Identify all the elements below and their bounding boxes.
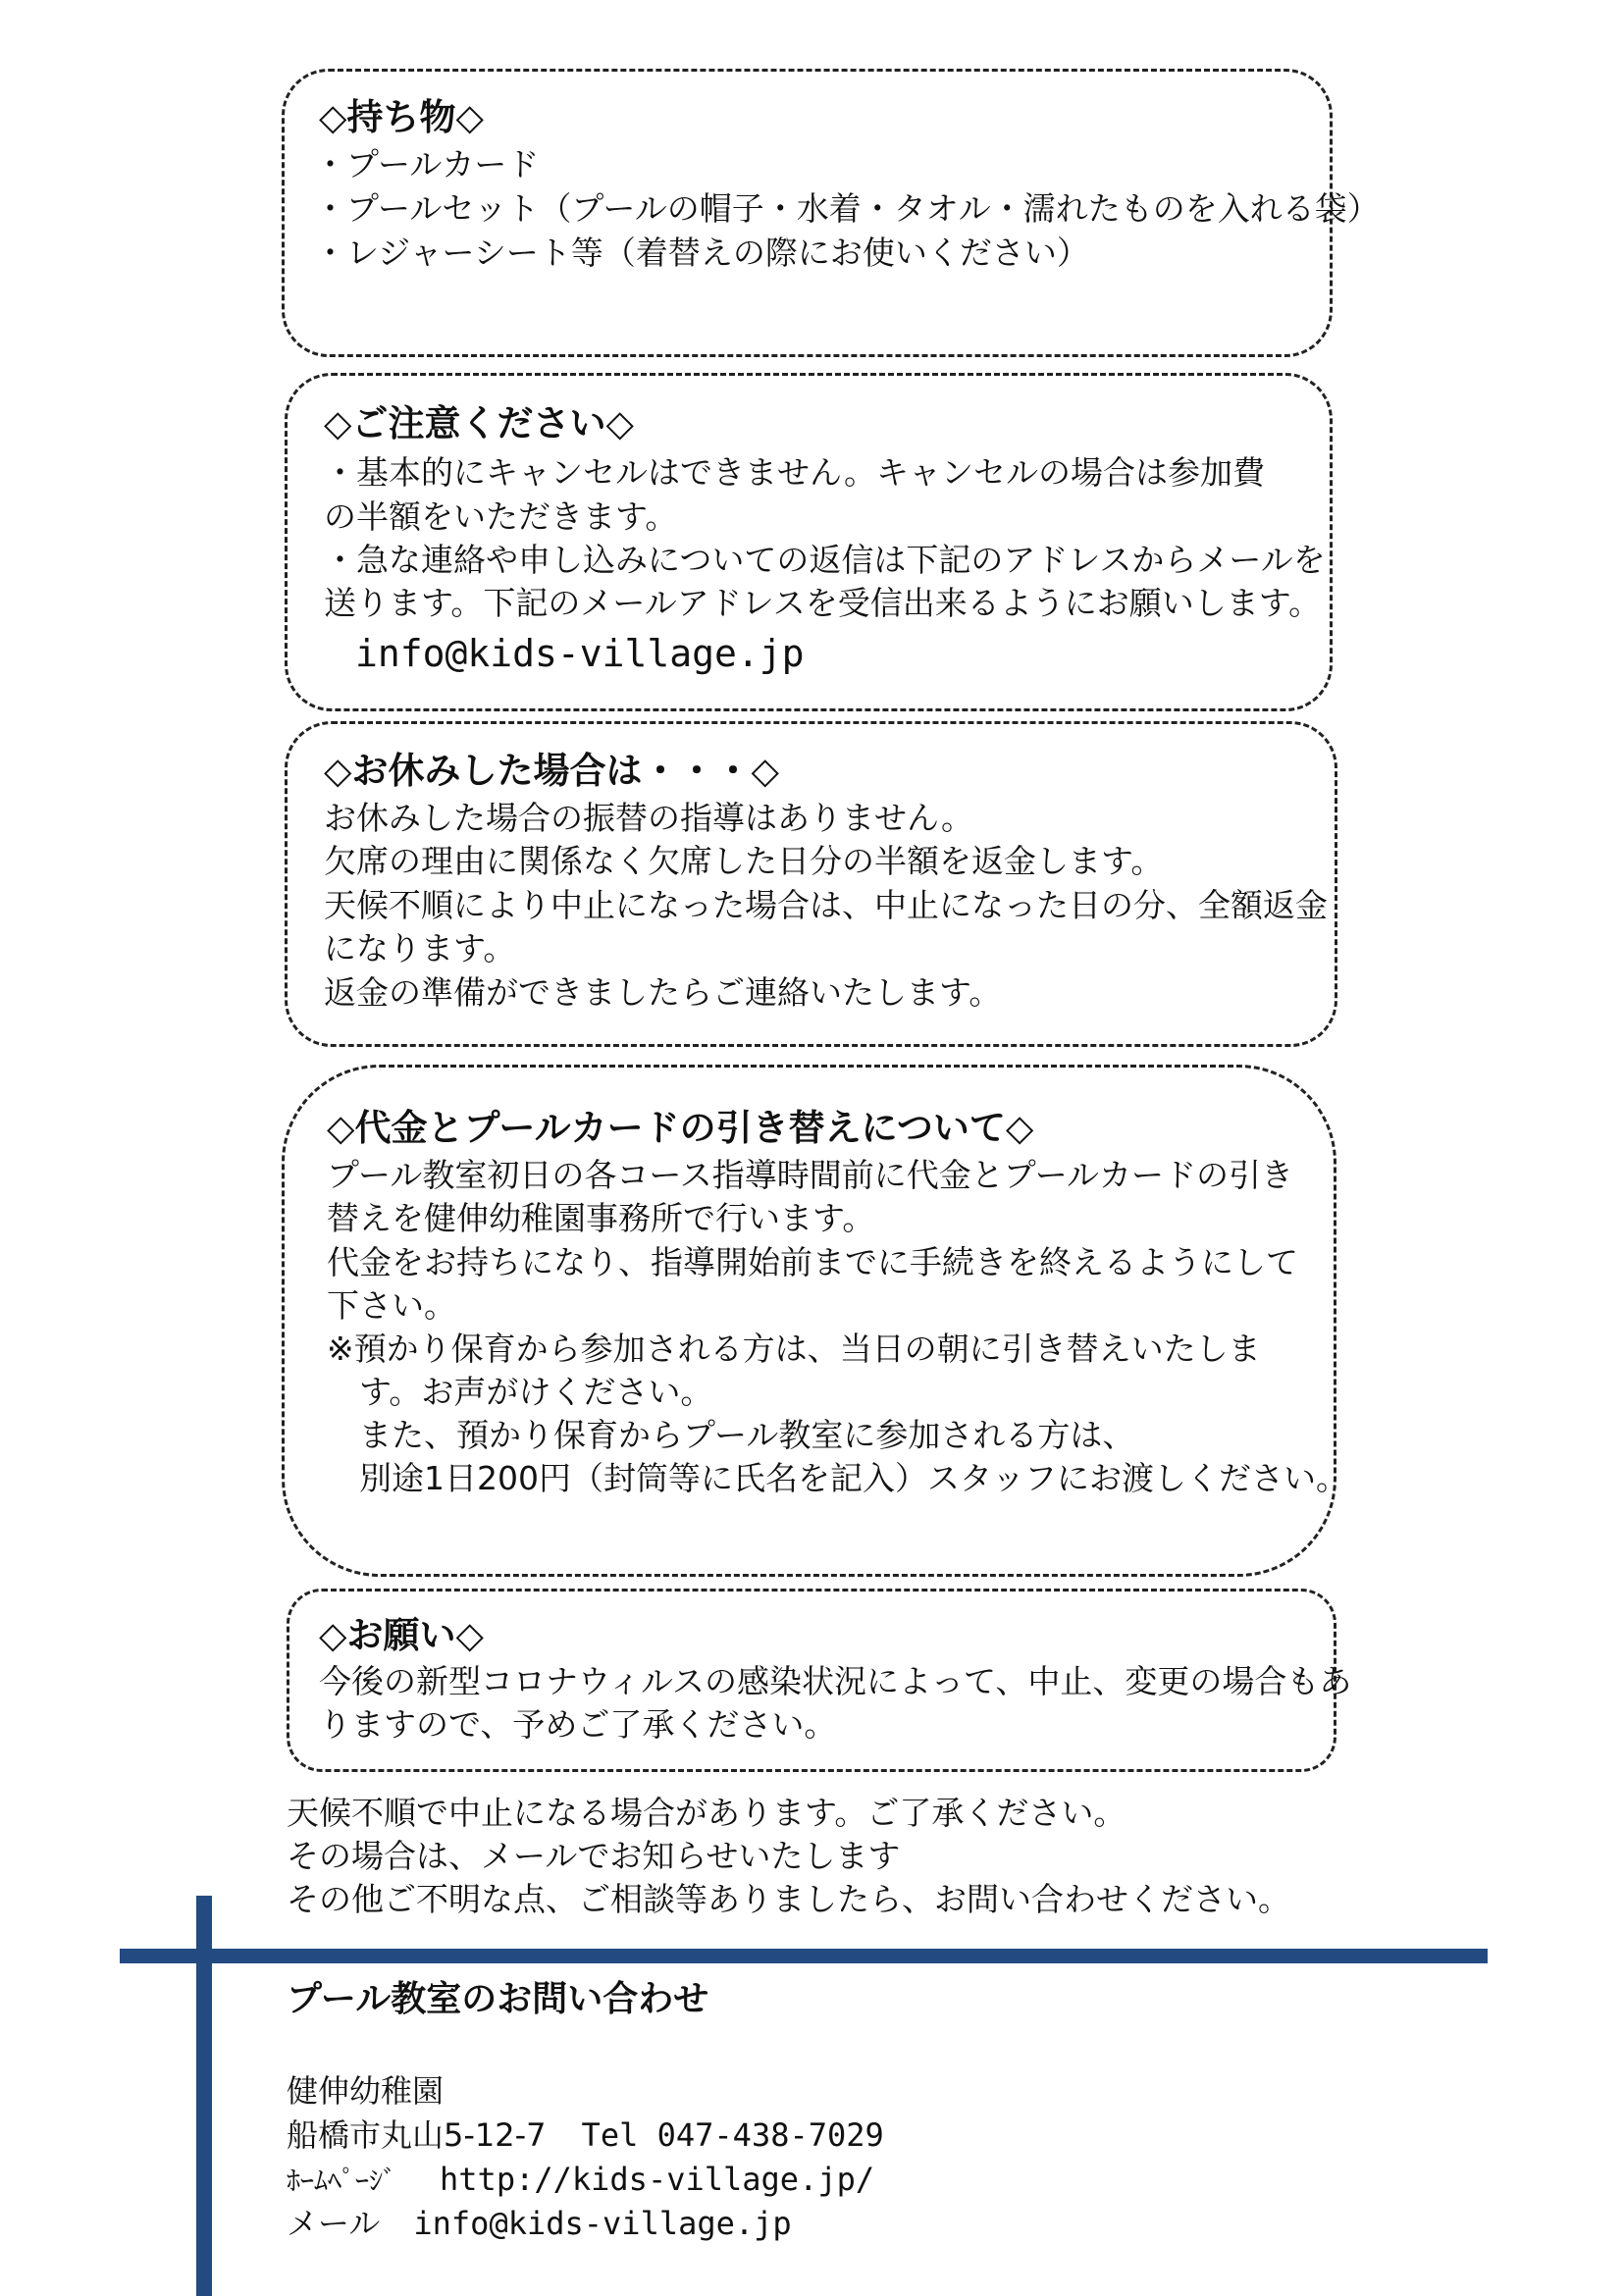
belongings-line-1: ・プールカード — [314, 145, 540, 183]
note-line-2: その場合は、メールでお知らせいたします — [287, 1837, 901, 1875]
exchange-line-7: また、預かり保育からプール教室に参加される方は、 — [327, 1416, 1135, 1454]
absence-line-5: 返金の準備ができましたらご連絡いたします。 — [324, 973, 1002, 1012]
absence-line-3: 天候不順により中止になった場合は、中止になった日の分、全額返金 — [324, 886, 1328, 924]
caution-line-3: ・急な連絡や申し込みについての返信は下記のアドレスからメールを — [324, 541, 1326, 579]
request-line-1: 今後の新型コロナウィルスの感染状況によって、中止、変更の場合もあ — [319, 1662, 1352, 1700]
contact-tel: Tel 047-438-7029 — [581, 2116, 884, 2154]
exchange-title: ◇代金とプールカードの引き替えについて◇ — [327, 1107, 1034, 1149]
contact-mail-link[interactable]: info@kids-village.jp — [413, 2205, 792, 2242]
exchange-line-6: す。お声がけください。 — [327, 1373, 713, 1411]
contact-mail-label: メール — [287, 2205, 381, 2242]
request-line-2: りますので、予めご了承ください。 — [319, 1705, 837, 1744]
caution-line-1: ・基本的にキャンセルはできません。キャンセルの場合は参加費 — [324, 453, 1265, 492]
contact-mail-row — [287, 2203, 792, 2244]
exchange-line-3: 代金をお持ちになり、指導開始前までに手続きを終えるようにして — [327, 1243, 1298, 1281]
request-title: ◇お願い◇ — [319, 1614, 484, 1656]
belongings-title: ◇持ち物◇ — [319, 96, 484, 138]
note-line-1: 天候不順で中止になる場合があります。ご了承ください。 — [287, 1794, 1126, 1832]
contact-homepage-link[interactable]: http://kids-village.jp/ — [440, 2161, 875, 2198]
exchange-line-4: 下さい。 — [327, 1286, 456, 1325]
exchange-line-8: 別途1日200円（封筒等に氏名を記入）スタッフにお渡しください。 — [327, 1459, 1348, 1497]
absence-title: ◇お休みした場合は・・・◇ — [324, 750, 779, 792]
exchange-line-2: 替えを健伸幼稚園事務所で行います。 — [327, 1199, 875, 1237]
contact-org: 健伸幼稚園 — [287, 2072, 445, 2110]
contact-title: プール教室のお問い合わせ — [287, 1979, 709, 2019]
caution-line-4: 送ります。下記のメールアドレスを受信出来るようにお願いします。 — [324, 584, 1322, 622]
contact-homepage-label: ﾎｰﾑﾍﾟｰｼﾞ — [287, 2165, 397, 2197]
caution-title: ◇ご注意ください◇ — [324, 402, 634, 444]
absence-line-2: 欠席の理由に関係なく欠席した日分の半額を返金します。 — [324, 842, 1164, 880]
contact-address-row — [287, 2114, 884, 2156]
contact-homepage-row — [287, 2159, 874, 2202]
belongings-line-3: ・レジャーシート等（着替えの際にお使いください） — [314, 234, 1089, 272]
contact-horizontal-bar — [120, 1949, 1488, 1963]
note-line-3: その他ご不明な点、ご相談等ありましたら、お問い合わせください。 — [287, 1880, 1290, 1918]
absence-line-1: お休みした場合の振替の指導はありません。 — [324, 799, 973, 837]
exchange-line-1: プール教室初日の各コース指導時間前に代金とプールカードの引き — [327, 1156, 1294, 1194]
caution-line-2: の半額をいただきます。 — [324, 497, 678, 536]
exchange-line-5: ※預かり保育から参加される方は、当日の朝に引き替えいたしま — [327, 1330, 1261, 1368]
belongings-line-2: ・プールセット（プールの帽子・水着・タオル・濡れたものを入れる袋） — [314, 189, 1380, 228]
caution-email: info@kids-village.jp — [355, 632, 805, 675]
absence-line-4: になります。 — [324, 929, 516, 967]
contact-address: 船橋市丸山5-12-7 — [287, 2116, 547, 2154]
